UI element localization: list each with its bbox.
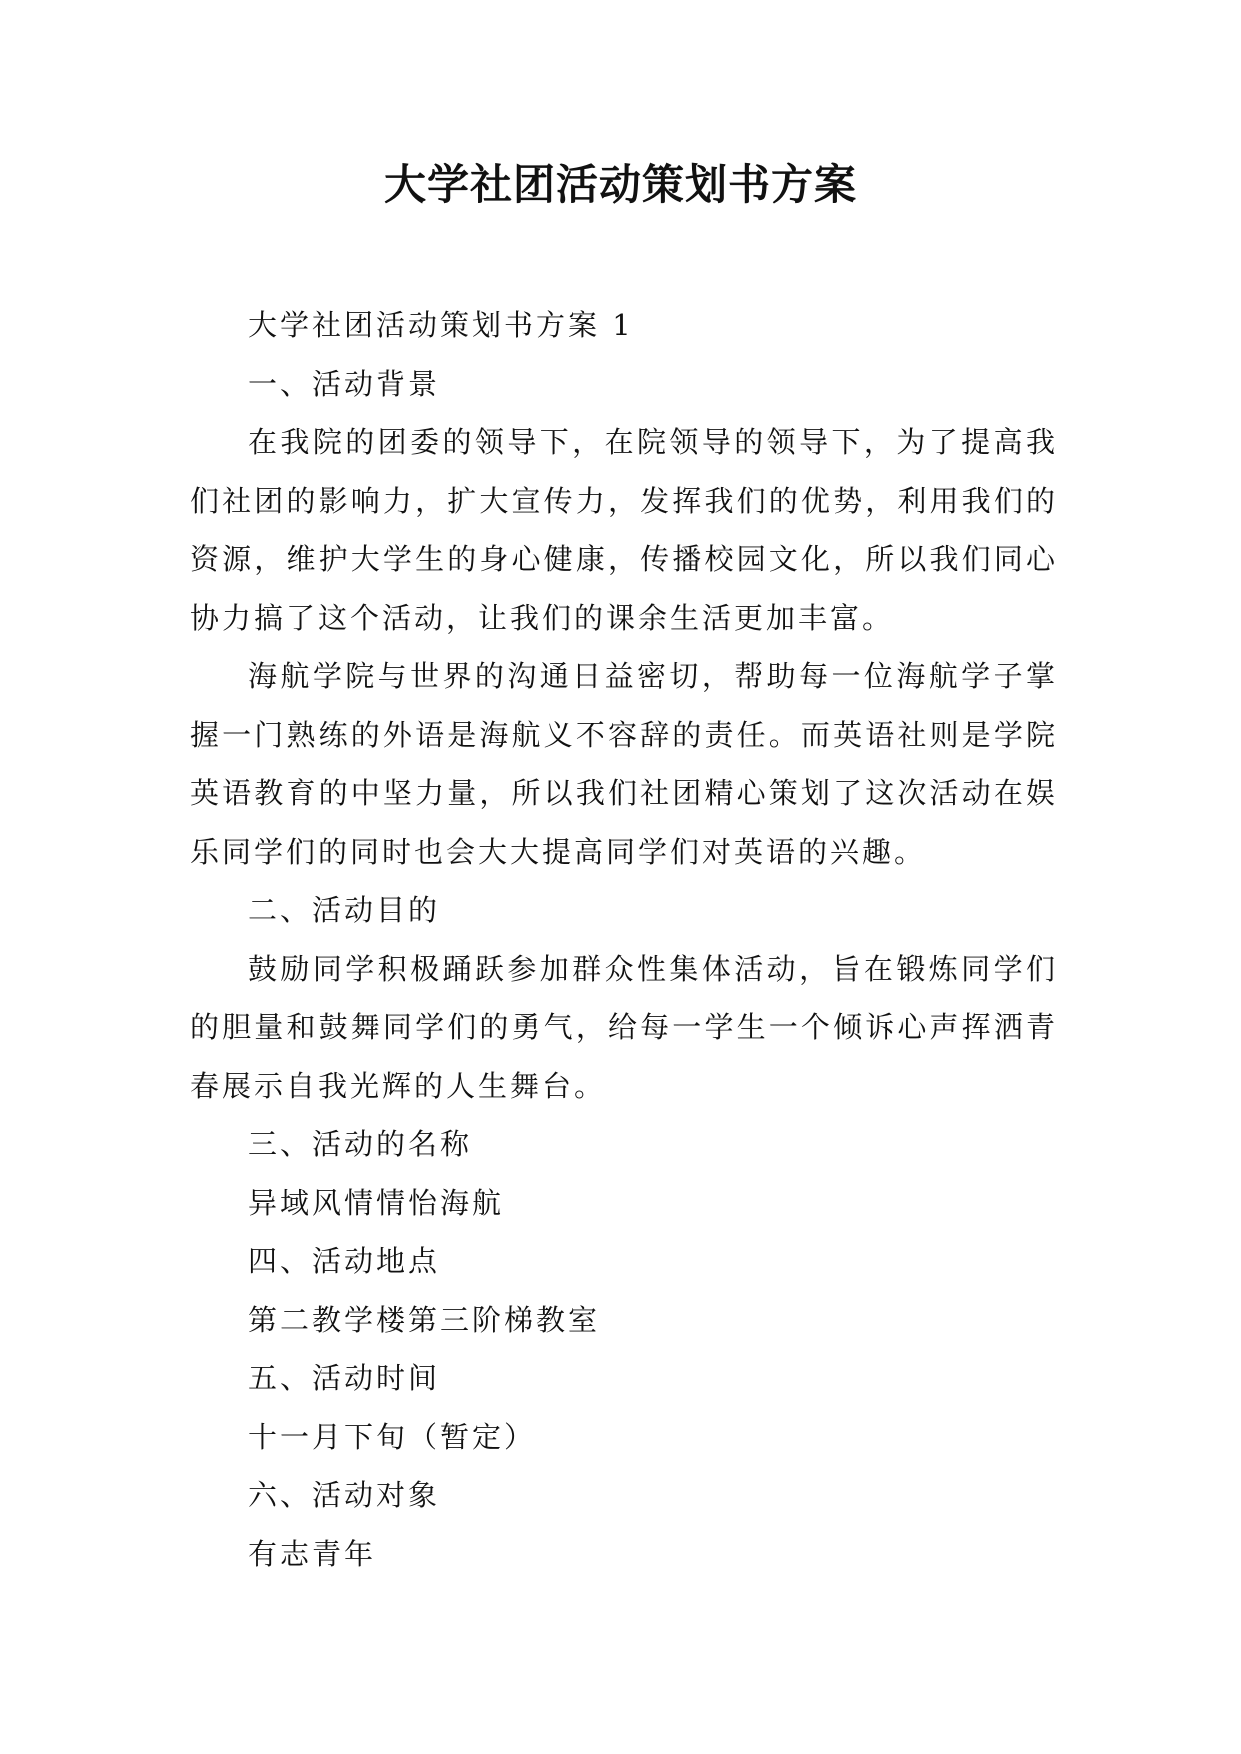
subtitle-heading: 大学社团活动策划书方案 1 <box>248 308 634 342</box>
document-body <box>190 296 1058 1583</box>
paragraph-time: 十一月下旬（暂定） <box>248 1419 537 1454</box>
document-title: 大学社团活动策划书方案 <box>383 160 857 209</box>
paragraph-location: 第二教学楼第三阶梯教室 <box>248 1302 601 1337</box>
paragraph-name: 异域风情情怡海航 <box>248 1185 505 1220</box>
section-heading-time: 五、活动时间 <box>248 1361 441 1395</box>
paragraph-background-1: 在我院的团委的领导下，在院领导的领导下，为了提高我们社团的影响力，扩大宣传力，发挥我们的优势，利用我们的资源，维护大学生的身心健康，传播校园文化，所以我们同心协力搞了这个活动，让我们的课余生活更加丰富。 <box>190 425 1058 635</box>
section-heading-purpose: 二、活动目的 <box>248 893 441 927</box>
paragraph-background-2: 海航学院与世界的沟通日益密切，帮助每一位海航学子掌握一门熟练的外语是海航义不容辞的责任。而英语社则是学院英语教育的中坚力量，所以我们社团精心策划了这次活动在娱乐同学们的同时也会大大提高同学们对英语的兴趣。 <box>190 659 1058 869</box>
section-heading-audience: 六、活动对象 <box>248 1478 441 1512</box>
section-heading-name: 三、活动的名称 <box>248 1127 473 1161</box>
section-heading-location: 四、活动地点 <box>248 1244 441 1278</box>
paragraph-purpose: 鼓励同学积极踊跃参加群众性集体活动，旨在锻炼同学们的胆量和鼓舞同学们的勇气，给每一学生一个倾诉心声挥洒青春展示自我光辉的人生舞台。 <box>190 951 1058 1103</box>
paragraph-audience: 有志青年 <box>248 1536 377 1571</box>
section-heading-background: 一、活动背景 <box>248 366 441 401</box>
